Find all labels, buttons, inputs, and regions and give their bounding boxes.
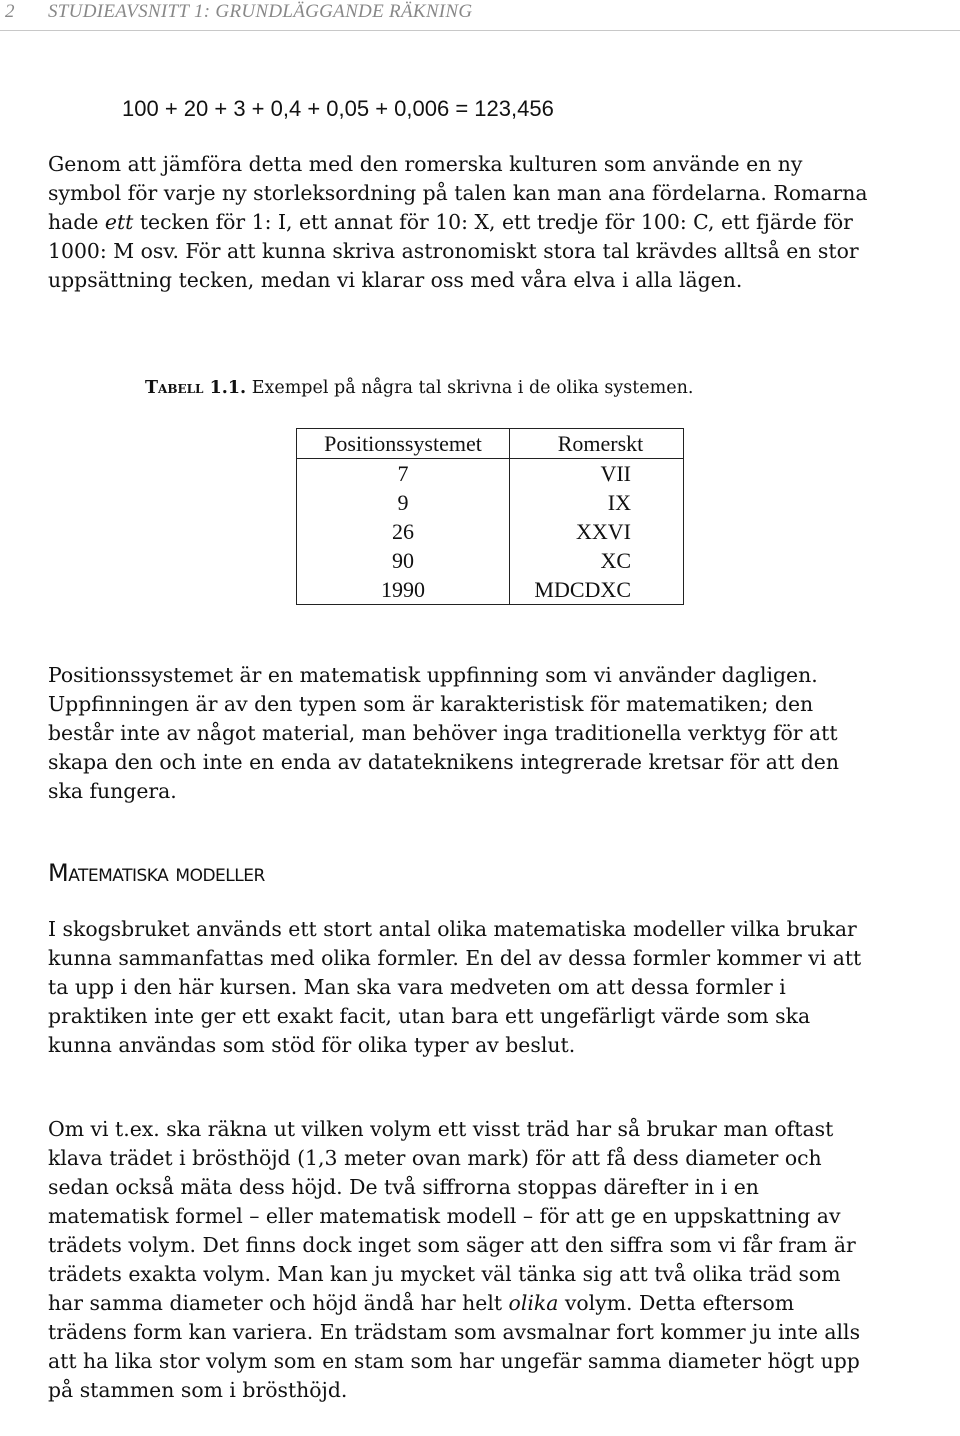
section-heading: Matematiska modeller [48, 859, 265, 887]
page-number: 2 [5, 1, 15, 22]
roman-value: XXVI [576, 518, 631, 544]
roman-comparison-paragraph: Genom att jämföra detta med den romerska kulturen som använde en ny symbol för varje ny storleksordning på talen kan man ana fördelarna. Romarna hade ett tecken för 1: I, ett annat för 10: X, ett tredje för 100: C, ett fjärde för 1000: M osv. För att kunna skriva astronomiskt stora tal krävdes alltså en stor uppsättning tecken, medan vi klarar oss med våra elva i alla lägen. [48, 152, 868, 292]
table-row [297, 488, 684, 517]
positional-value: 90 [297, 546, 510, 575]
running-title: STUDIEAVSNITT 1: GRUNDLÄGGANDE RÄKNING [48, 1, 473, 22]
models-intro-paragraph: I skogsbruket används ett stort antal olika matematiska modeller vilka brukar kunna sammanfattas med olika formler. En del av dessa formler kommer vi att ta upp i den här kursen. Man ska vara medveten om att dessa formler i praktiken inte ger ett exakt facit, utan bara ett ungefärligt värde som ska kunna användas som stöd för olika typer av beslut. [48, 917, 862, 1057]
positional-value: 7 [297, 459, 510, 489]
table-caption [145, 378, 693, 398]
number-systems-table [296, 428, 684, 605]
table-row [297, 459, 684, 489]
tree-volume-paragraph: Om vi t.ex. ska räkna ut vilken volym ett visst träd har så brukar man oftast klava trädet i brösthöjd (1,3 meter ovan mark) för att få dess diameter och sedan också mäta dess höjd. De två siffrorna stoppas därefter in i en matematisk formel – eller matematisk modell – för att ge en uppskattning av trädets volym. Det finns dock inget som säger att den siffra som vi får fram är trädets exakta volym. Man kan ju mycket väl tänka sig att två olika träd som har samma diameter och höjd ändå har helt olika volym. Detta eftersom trädens form kan variera. En trädstam som avsmalnar fort kommer ju inte alls att ha lika stor volym som en stam som har ungefär samma diameter högt upp på stammen som i brösthöjd. [48, 1117, 861, 1402]
roman-value: VII [510, 459, 684, 489]
positional-system-paragraph: Positionssystemet är en matematisk uppfinning som vi använder dagligen. Uppfinningen är av den typen som är karakteristisk för matematiken; den består inte av något material, man behöver inga traditionella verktyg för att skapa den och inte en enda av datateknikens integrerade kretsar för att den ska fungera. [48, 663, 840, 803]
emphasis-olika: olika [508, 1291, 559, 1315]
page-header [0, 0, 960, 31]
positional-value: 1990 [297, 575, 510, 605]
roman-value: XC [600, 547, 631, 573]
table-row [297, 517, 684, 546]
header-positional: Positionssystemet [297, 429, 510, 459]
roman-value: IX [607, 489, 631, 515]
positional-value: 9 [297, 488, 510, 517]
table-header-row [297, 429, 684, 459]
header-roman: Romerskt [557, 430, 644, 456]
table-row [297, 546, 684, 575]
roman-value: MDCDXC [534, 576, 631, 602]
table-caption-label: Tabell 1.1. [145, 378, 247, 398]
decimal-expansion-equation: 100 + 20 + 3 + 0,4 + 0,05 + 0,006 = 123,456 [122, 96, 554, 121]
table-row [297, 575, 684, 605]
table-caption-text: Exempel på några tal skrivna i de olika systemen. [246, 378, 694, 398]
emphasis-ett: ett [104, 210, 134, 234]
positional-value: 26 [297, 517, 510, 546]
